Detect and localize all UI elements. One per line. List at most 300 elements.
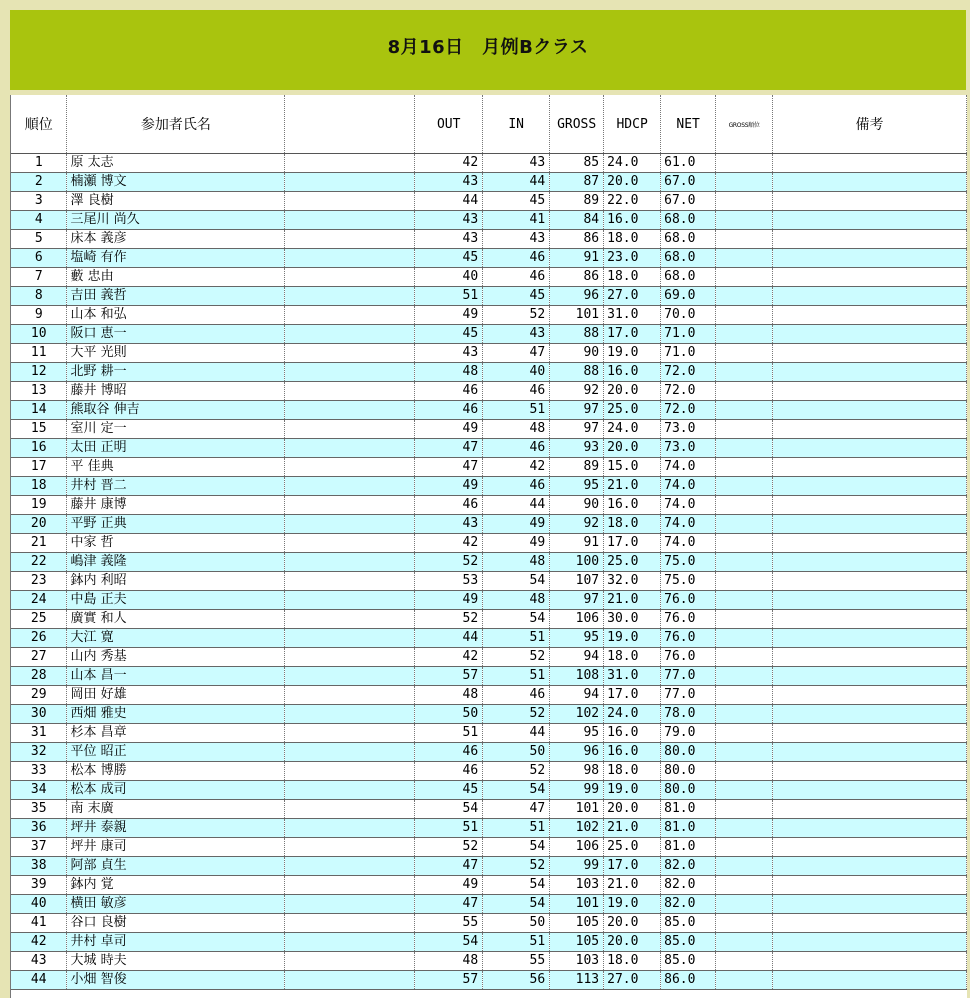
net-cell: 78.0 <box>661 705 716 724</box>
gross-rank-cell <box>716 724 773 743</box>
name-extra-cell <box>285 401 415 420</box>
gross-rank-cell <box>716 648 773 667</box>
name-cell: 平野 正典 <box>67 515 285 534</box>
name-cell: 北野 耕一 <box>67 363 285 382</box>
in-cell: 46 <box>483 477 550 496</box>
remarks-cell <box>773 648 967 667</box>
rank-cell: 26 <box>11 629 67 648</box>
net-cell: 81.0 <box>661 838 716 857</box>
rank-cell: 29 <box>11 686 67 705</box>
rank-cell: 18 <box>11 477 67 496</box>
name-extra-cell <box>285 496 415 515</box>
in-cell: 54 <box>483 876 550 895</box>
gross-cell: 86 <box>550 268 604 287</box>
out-cell: 52 <box>415 838 483 857</box>
name-extra-cell <box>285 667 415 686</box>
net-cell: 76.0 <box>661 610 716 629</box>
gross-rank-cell <box>716 876 773 895</box>
remarks-cell <box>773 439 967 458</box>
net-cell: 85.0 <box>661 952 716 971</box>
name-cell: 南 末廣 <box>67 800 285 819</box>
rank-cell: 20 <box>11 515 67 534</box>
name-cell: 藤井 博昭 <box>67 382 285 401</box>
net-cell: 67.0 <box>661 192 716 211</box>
name-cell: 井村 晋二 <box>67 477 285 496</box>
remarks-cell <box>773 838 967 857</box>
remarks-cell <box>773 420 967 439</box>
table-row <box>11 876 967 895</box>
out-cell: 40 <box>415 268 483 287</box>
table-row <box>11 572 967 591</box>
remarks-cell <box>773 401 967 420</box>
name-cell: 中島 正夫 <box>67 591 285 610</box>
header-in: IN <box>483 95 550 154</box>
name-cell: 松本 博勝 <box>67 762 285 781</box>
rank-cell: 4 <box>11 211 67 230</box>
in-cell: 51 <box>483 819 550 838</box>
remarks-cell <box>773 534 967 553</box>
gross-cell: 88 <box>550 325 604 344</box>
rank-cell: 17 <box>11 458 67 477</box>
name-cell: 山本 昌一 <box>67 667 285 686</box>
remarks-cell <box>773 211 967 230</box>
gross-cell: 97 <box>550 420 604 439</box>
gross-cell: 97 <box>550 401 604 420</box>
hdcp-cell: 16.0 <box>604 743 661 762</box>
remarks-cell <box>773 306 967 325</box>
gross-rank-cell <box>716 496 773 515</box>
remarks-cell <box>773 724 967 743</box>
rank-cell: 25 <box>11 610 67 629</box>
out-cell: 46 <box>415 496 483 515</box>
remarks-cell <box>773 192 967 211</box>
name-extra-cell <box>285 781 415 800</box>
rank-cell: 24 <box>11 591 67 610</box>
remarks-cell <box>773 933 967 952</box>
net-cell: 71.0 <box>661 344 716 363</box>
in-cell: 42 <box>483 458 550 477</box>
remarks-cell <box>773 743 967 762</box>
net-cell: 80.0 <box>661 762 716 781</box>
table-row <box>11 534 967 553</box>
gross-cell: 95 <box>550 477 604 496</box>
net-cell: 68.0 <box>661 268 716 287</box>
remarks-cell <box>773 173 967 192</box>
table-row <box>11 705 967 724</box>
hdcp-cell: 20.0 <box>604 933 661 952</box>
gross-rank-cell <box>716 211 773 230</box>
gross-rank-cell <box>716 629 773 648</box>
net-cell: 81.0 <box>661 819 716 838</box>
in-cell: 46 <box>483 686 550 705</box>
net-cell: 79.0 <box>661 724 716 743</box>
out-cell: 44 <box>415 629 483 648</box>
gross-cell: 93 <box>550 439 604 458</box>
out-cell: 47 <box>415 857 483 876</box>
out-cell: 50 <box>415 705 483 724</box>
in-cell: 43 <box>483 325 550 344</box>
gross-rank-cell <box>716 838 773 857</box>
hdcp-cell: 32.0 <box>604 572 661 591</box>
gross-rank-cell <box>716 439 773 458</box>
hdcp-cell: 25.0 <box>604 401 661 420</box>
name-extra-cell <box>285 268 415 287</box>
gross-cell: 105 <box>550 914 604 933</box>
gross-rank-cell <box>716 344 773 363</box>
net-cell: 86.0 <box>661 971 716 990</box>
name-cell: 塩崎 有作 <box>67 249 285 268</box>
remarks-cell <box>773 249 967 268</box>
gross-cell: 106 <box>550 610 604 629</box>
out-cell: 43 <box>415 230 483 249</box>
hdcp-cell: 24.0 <box>604 420 661 439</box>
out-cell: 45 <box>415 249 483 268</box>
rank-cell: 30 <box>11 705 67 724</box>
in-cell: 52 <box>483 762 550 781</box>
name-cell: 澤 良樹 <box>67 192 285 211</box>
gross-cell: 90 <box>550 496 604 515</box>
table-row <box>11 268 967 287</box>
net-cell: 74.0 <box>661 515 716 534</box>
in-cell: 48 <box>483 591 550 610</box>
rank-cell: 41 <box>11 914 67 933</box>
name-cell: 小畑 智俊 <box>67 971 285 990</box>
rank-cell: 32 <box>11 743 67 762</box>
remarks-cell <box>773 819 967 838</box>
name-cell: 大平 光則 <box>67 344 285 363</box>
gross-rank-cell <box>716 154 773 173</box>
name-extra-cell <box>285 211 415 230</box>
remarks-cell <box>773 553 967 572</box>
rank-cell: 10 <box>11 325 67 344</box>
name-extra-cell <box>285 971 415 990</box>
in-cell: 47 <box>483 344 550 363</box>
name-cell: 山本 和弘 <box>67 306 285 325</box>
in-cell: 49 <box>483 515 550 534</box>
out-cell: 43 <box>415 344 483 363</box>
name-extra-cell <box>285 363 415 382</box>
net-cell: 76.0 <box>661 648 716 667</box>
gross-rank-cell <box>716 591 773 610</box>
rank-cell: 19 <box>11 496 67 515</box>
rank-cell: 15 <box>11 420 67 439</box>
gross-cell: 84 <box>550 211 604 230</box>
net-cell: 77.0 <box>661 667 716 686</box>
net-cell: 80.0 <box>661 781 716 800</box>
out-cell: 47 <box>415 458 483 477</box>
rank-cell: 6 <box>11 249 67 268</box>
table-row <box>11 173 967 192</box>
gross-cell: 95 <box>550 629 604 648</box>
gross-rank-cell <box>716 363 773 382</box>
remarks-cell <box>773 382 967 401</box>
out-cell: 49 <box>415 591 483 610</box>
table-row <box>11 249 967 268</box>
out-cell: 52 <box>415 553 483 572</box>
hdcp-cell: 20.0 <box>604 173 661 192</box>
out-cell: 46 <box>415 743 483 762</box>
remarks-cell <box>773 154 967 173</box>
name-cell: 楠瀬 博文 <box>67 173 285 192</box>
header-gross-rank: GROSS順位 <box>716 95 773 154</box>
in-cell: 52 <box>483 857 550 876</box>
title-banner <box>10 10 966 90</box>
rank-cell: 1 <box>11 154 67 173</box>
in-cell: 50 <box>483 914 550 933</box>
out-cell: 49 <box>415 876 483 895</box>
net-cell: 67.0 <box>661 173 716 192</box>
gross-cell: 90 <box>550 344 604 363</box>
rank-cell: 23 <box>11 572 67 591</box>
rank-cell: 2 <box>11 173 67 192</box>
in-cell: 54 <box>483 610 550 629</box>
name-cell: 嶋津 義隆 <box>67 553 285 572</box>
name-cell: 平位 昭正 <box>67 743 285 762</box>
rank-cell: 40 <box>11 895 67 914</box>
out-cell: 53 <box>415 572 483 591</box>
name-extra-cell <box>285 610 415 629</box>
out-cell: 49 <box>415 477 483 496</box>
name-extra-cell <box>285 553 415 572</box>
name-cell: 原 太志 <box>67 154 285 173</box>
rank-cell: 8 <box>11 287 67 306</box>
out-cell: 45 <box>415 325 483 344</box>
header-net: NET <box>661 95 716 154</box>
gross-cell: 85 <box>550 154 604 173</box>
remarks-cell <box>773 914 967 933</box>
in-cell: 52 <box>483 306 550 325</box>
name-extra-cell <box>285 192 415 211</box>
gross-rank-cell <box>716 762 773 781</box>
name-cell: 阿部 貞生 <box>67 857 285 876</box>
name-cell: 廣實 和人 <box>67 610 285 629</box>
in-cell: 51 <box>483 401 550 420</box>
net-cell: 82.0 <box>661 895 716 914</box>
hdcp-cell: 16.0 <box>604 496 661 515</box>
out-cell: 55 <box>415 914 483 933</box>
gross-rank-cell <box>716 572 773 591</box>
in-cell: 45 <box>483 287 550 306</box>
gross-rank-cell <box>716 192 773 211</box>
remarks-cell <box>773 705 967 724</box>
hdcp-cell: 23.0 <box>604 249 661 268</box>
table-row <box>11 287 967 306</box>
remarks-cell <box>773 857 967 876</box>
remarks-cell <box>773 876 967 895</box>
gross-cell: 86 <box>550 230 604 249</box>
name-cell: 松本 成司 <box>67 781 285 800</box>
hdcp-cell: 17.0 <box>604 686 661 705</box>
name-extra-cell <box>285 420 415 439</box>
table-row <box>11 230 967 249</box>
hdcp-cell: 18.0 <box>604 762 661 781</box>
remarks-cell <box>773 591 967 610</box>
name-extra-cell <box>285 629 415 648</box>
name-cell: 坪井 康司 <box>67 838 285 857</box>
in-cell: 48 <box>483 420 550 439</box>
gross-rank-cell <box>716 534 773 553</box>
out-cell: 48 <box>415 686 483 705</box>
gross-cell: 89 <box>550 192 604 211</box>
in-cell: 52 <box>483 648 550 667</box>
table-row <box>11 553 967 572</box>
net-cell: 82.0 <box>661 876 716 895</box>
gross-rank-cell <box>716 268 773 287</box>
gross-cell: 91 <box>550 534 604 553</box>
table-row <box>11 306 967 325</box>
table-row <box>11 724 967 743</box>
remarks-cell <box>773 268 967 287</box>
net-cell: 68.0 <box>661 249 716 268</box>
in-cell: 54 <box>483 781 550 800</box>
gross-rank-cell <box>716 249 773 268</box>
header-remarks: 備考 <box>773 95 967 154</box>
name-extra-cell <box>285 458 415 477</box>
gross-cell: 100 <box>550 553 604 572</box>
rank-cell: 38 <box>11 857 67 876</box>
hdcp-cell: 20.0 <box>604 439 661 458</box>
rank-cell: 16 <box>11 439 67 458</box>
gross-rank-cell <box>716 857 773 876</box>
rank-cell: 43 <box>11 952 67 971</box>
net-cell: 76.0 <box>661 629 716 648</box>
in-cell: 46 <box>483 382 550 401</box>
gross-rank-cell <box>716 952 773 971</box>
gross-rank-cell <box>716 914 773 933</box>
name-extra-cell <box>285 800 415 819</box>
net-cell: 81.0 <box>661 800 716 819</box>
name-extra-cell <box>285 952 415 971</box>
name-cell: 鉢内 利昭 <box>67 572 285 591</box>
remarks-cell <box>773 344 967 363</box>
gross-rank-cell <box>716 230 773 249</box>
out-cell: 51 <box>415 724 483 743</box>
net-cell: 74.0 <box>661 458 716 477</box>
table-row <box>11 667 967 686</box>
out-cell: 52 <box>415 610 483 629</box>
out-cell: 46 <box>415 382 483 401</box>
name-extra-cell <box>285 857 415 876</box>
name-extra-cell <box>285 838 415 857</box>
rank-cell: 5 <box>11 230 67 249</box>
out-cell: 42 <box>415 648 483 667</box>
header-rank: 順位 <box>11 95 67 154</box>
hdcp-cell: 19.0 <box>604 781 661 800</box>
name-extra-cell <box>285 591 415 610</box>
net-cell: 70.0 <box>661 306 716 325</box>
remarks-cell <box>773 800 967 819</box>
out-cell: 57 <box>415 971 483 990</box>
gross-cell: 101 <box>550 895 604 914</box>
table-row <box>11 325 967 344</box>
table-row <box>11 344 967 363</box>
table-row <box>11 515 967 534</box>
out-cell: 43 <box>415 173 483 192</box>
header-row <box>11 95 967 154</box>
table-row <box>11 857 967 876</box>
gross-cell: 95 <box>550 724 604 743</box>
net-cell: 75.0 <box>661 572 716 591</box>
gross-cell: 94 <box>550 686 604 705</box>
in-cell: 43 <box>483 154 550 173</box>
rank-cell: 42 <box>11 933 67 952</box>
table-row <box>11 439 967 458</box>
hdcp-cell: 31.0 <box>604 306 661 325</box>
hdcp-cell: 18.0 <box>604 230 661 249</box>
remarks-cell <box>773 572 967 591</box>
table-row <box>11 914 967 933</box>
in-cell: 54 <box>483 895 550 914</box>
header-out: OUT <box>415 95 483 154</box>
in-cell: 44 <box>483 724 550 743</box>
gross-cell: 101 <box>550 800 604 819</box>
name-cell: 井村 卓司 <box>67 933 285 952</box>
net-cell: 69.0 <box>661 287 716 306</box>
remarks-cell <box>773 686 967 705</box>
out-cell: 49 <box>415 306 483 325</box>
out-cell: 48 <box>415 363 483 382</box>
out-cell: 47 <box>415 895 483 914</box>
net-cell: 74.0 <box>661 477 716 496</box>
gross-cell: 92 <box>550 515 604 534</box>
rank-cell: 36 <box>11 819 67 838</box>
hdcp-cell: 16.0 <box>604 363 661 382</box>
rank-cell: 22 <box>11 553 67 572</box>
remarks-cell <box>773 667 967 686</box>
net-cell: 74.0 <box>661 534 716 553</box>
gross-rank-cell <box>716 458 773 477</box>
in-cell: 46 <box>483 439 550 458</box>
out-cell: 45 <box>415 781 483 800</box>
name-extra-cell <box>285 933 415 952</box>
rank-cell: 31 <box>11 724 67 743</box>
net-cell: 68.0 <box>661 230 716 249</box>
gross-rank-cell <box>716 306 773 325</box>
in-cell: 40 <box>483 363 550 382</box>
rank-cell: 11 <box>11 344 67 363</box>
hdcp-cell: 16.0 <box>604 211 661 230</box>
gross-cell: 98 <box>550 762 604 781</box>
gross-cell: 103 <box>550 876 604 895</box>
name-cell: 大江 寛 <box>67 629 285 648</box>
name-cell: 横田 敏彦 <box>67 895 285 914</box>
in-cell: 41 <box>483 211 550 230</box>
table-row <box>11 154 967 173</box>
gross-cell: 91 <box>550 249 604 268</box>
name-cell: 中家 哲 <box>67 534 285 553</box>
header-gross: GROSS <box>550 95 604 154</box>
remarks-cell <box>773 952 967 971</box>
rank-cell: 37 <box>11 838 67 857</box>
in-cell: 51 <box>483 933 550 952</box>
in-cell: 43 <box>483 230 550 249</box>
remarks-cell <box>773 363 967 382</box>
remarks-cell <box>773 230 967 249</box>
out-cell: 44 <box>415 192 483 211</box>
table-row <box>11 382 967 401</box>
gross-rank-cell <box>716 382 773 401</box>
in-cell: 49 <box>483 534 550 553</box>
remarks-cell <box>773 515 967 534</box>
rank-cell: 27 <box>11 648 67 667</box>
net-cell: 82.0 <box>661 857 716 876</box>
remarks-cell <box>773 477 967 496</box>
gross-rank-cell <box>716 553 773 572</box>
gross-rank-cell <box>716 933 773 952</box>
in-cell: 52 <box>483 705 550 724</box>
net-cell: 77.0 <box>661 686 716 705</box>
remarks-cell <box>773 971 967 990</box>
